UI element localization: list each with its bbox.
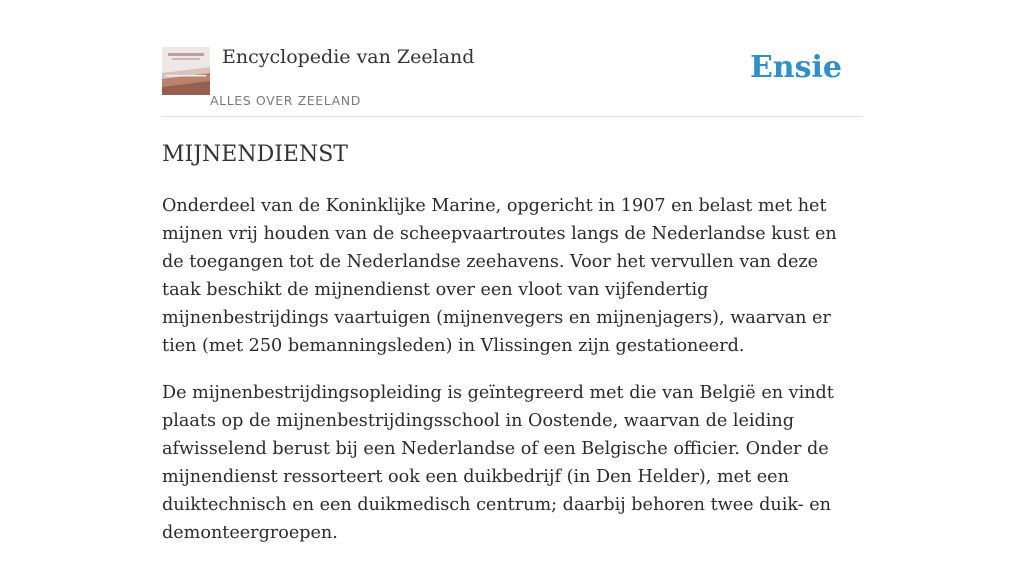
page — [162, 0, 862, 543]
article-title: MIJNENDIENST — [162, 142, 348, 167]
site-title[interactable]: Encyclopedie van Zeeland — [222, 46, 475, 68]
article-paragraph: Onderdeel van de Koninklijke Marine, opgericht in 1907 en belast met het mijnen vrij houden van de scheepvaartroutes langs de Nederlandse kust en de toegangen tot de Nederlandse zeehavens. Voor het vervullen van deze taak beschikt de mijnendienst over een vloot van vijfendertig mijnenbestrijdings vaartuigen (mijnenvegers en mijnenjagers), waarvan er tien (met 250 bemanningsleden) in Vlissingen zijn gestationeerd. — [162, 196, 837, 356]
article-body — [162, 192, 862, 566]
brand-logo[interactable]: Ensie — [749, 50, 842, 85]
book-cover-image — [162, 47, 210, 95]
site-subtitle: ALLES OVER ZEELAND — [210, 93, 361, 108]
encyclopedia-avatar[interactable] — [162, 47, 210, 95]
site-header — [162, 0, 862, 117]
article-paragraph: De mijnenbestrijdingsopleiding is geïntegreerd met die van België en vindt plaats op de mijnenbestrijdingsschool in Oostende, waarvan de leiding afwisselend berust bij een Nederlandse of een Belgische officier. Onder de mijnendienst ressorteert ook een duikbedrijf (in Den Helder), met een duiktechnisch en een duikmedisch centrum; daarbij behoren twee duik- en demonteergroepen. — [162, 383, 834, 543]
